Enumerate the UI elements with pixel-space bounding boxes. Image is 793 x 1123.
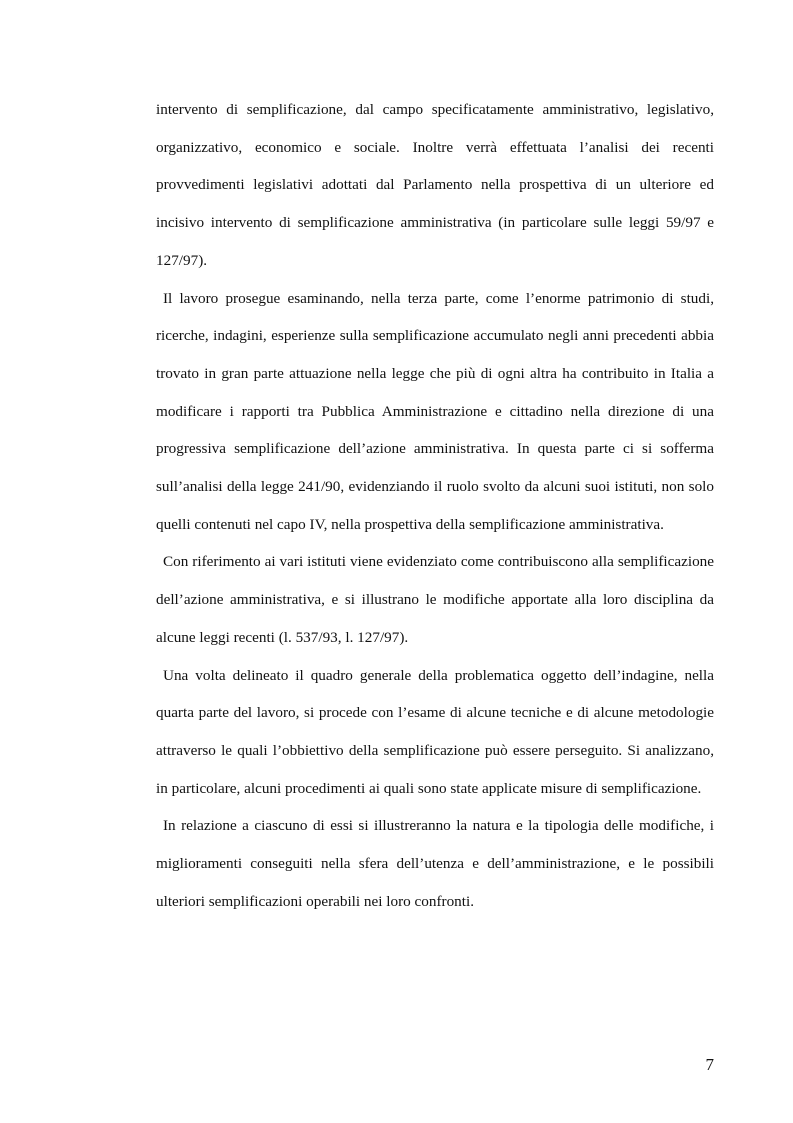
paragraph-modifiche: In relazione a ciascuno di essi si illustreranno la natura e la tipologia delle modifiche, i miglioramenti conseguiti nella sfera dell’utenza e dell’amministrazione, e le possibili ulteriori semplificazioni operabili nei loro confronti. bbox=[156, 817, 714, 910]
paragraph-continuation: intervento di semplificazione, dal campo specificatamente amministrativo, legislativo, organizzativo, economico e sociale. Inoltre verrà effettuata l’analisi dei recenti provvedimenti legislativi adottati dal Parlamento nella prospettiva di un ulteriore ed incisivo intervento di semplificazione amministrativa (in particolare sulle leggi 59/97 e 127/97). bbox=[156, 101, 714, 269]
page-number: 7 bbox=[705, 1055, 714, 1074]
paragraph-istituti: Con riferimento ai vari istituti viene evidenziato come contribuiscono alla semplificazione dell’azione amministrativa, e si illustrano le modifiche apportate alla loro disciplina da alcune leggi recenti (l. 537/93, l. 127/97). bbox=[156, 553, 714, 646]
paragraph-terza-parte: Il lavoro prosegue esaminando, nella terza parte, come l’enorme patrimonio di studi, ricerche, indagini, esperienze sulla semplificazione accumulato negli anni precedenti abbia trovato in gran parte attuazione nella legge che più di ogni altra ha contribuito in Italia a modificare i rapporti tra Pubblica Amministrazione e cittadino nella direzione di una progressiva semplificazione dell’azione amministrativa. In questa parte ci si sofferma sull’analisi della legge 241/90, evidenziando il ruolo svolto da alcuni suoi istituti, non solo quelli contenuti nel capo IV, nella prospettiva della semplificazione amministrativa. bbox=[156, 289, 714, 533]
body-text bbox=[156, 91, 714, 920]
paragraph-quarta-parte: Una volta delineato il quadro generale della problematica oggetto dell’indagine, nella quarta parte del lavoro, si procede con l’esame di alcune tecniche e di alcune metodologie attraverso le quali l’obbiettivo della semplificazione può essere perseguito. Si analizzano, in particolare, alcuni procedimenti ai quali sono state applicate misure di semplificazione. bbox=[156, 666, 714, 797]
